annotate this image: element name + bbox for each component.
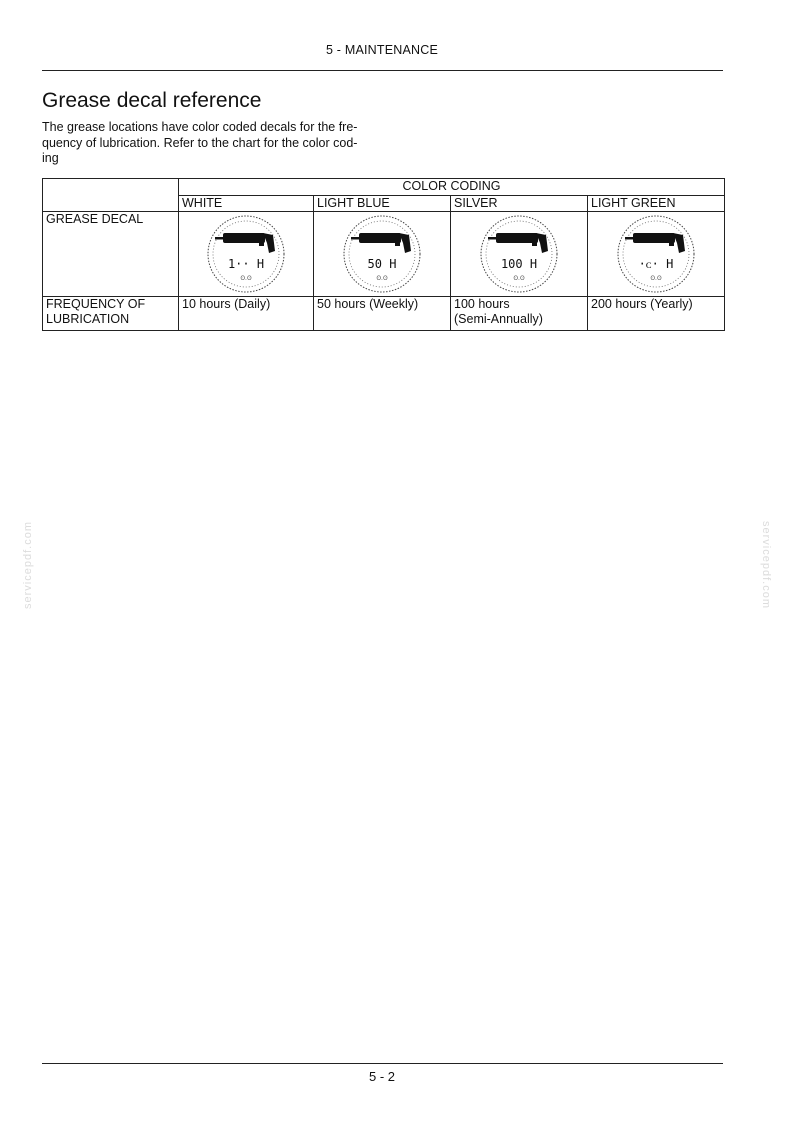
intro-line: ing [42, 151, 59, 165]
svg-text:100 H: 100 H [500, 257, 538, 271]
svg-text:ʘ.ʘ: ʘ.ʘ [513, 275, 525, 282]
row-label-line: FREQUENCY OF [46, 297, 146, 311]
frequency-line: (Semi-Annually) [454, 312, 543, 326]
decal-row [43, 212, 725, 297]
page-number: 5 - 2 [368, 1069, 395, 1084]
color-name-white: WHITE [179, 196, 314, 212]
decal-cell [314, 212, 451, 297]
color-name-silver: SILVER [451, 196, 588, 212]
decal-cell [179, 212, 314, 297]
frequency-silver [451, 297, 588, 331]
svg-text:ʘ.ʘ: ʘ.ʘ [650, 275, 662, 282]
svg-text:50 H: 50 H [367, 257, 397, 271]
grease-gun-icon [337, 213, 427, 293]
footer-rule [42, 1063, 723, 1064]
intro-line: quency of lubrication. Refer to the chart for the color cod- [42, 135, 358, 150]
svg-text:·ᴄ· H: ·ᴄ· H [638, 257, 674, 271]
decal-cell [588, 212, 725, 297]
color-name-light-green: LIGHT GREEN [588, 196, 725, 212]
frequency-row [43, 297, 725, 331]
frequency-light-green: 200 hours (Yearly) [588, 297, 725, 331]
row-label-grease-decal: GREASE DECAL [43, 212, 179, 297]
blank-corner-cell [43, 179, 179, 212]
row-label-frequency [43, 297, 179, 331]
header-rule [42, 70, 723, 71]
color-coding-header: COLOR CODING [179, 179, 725, 196]
grease-decal-table [42, 178, 725, 331]
svg-text:ʘ.ʘ: ʘ.ʘ [376, 275, 388, 282]
grease-gun-icon [474, 213, 564, 293]
frequency-white: 10 hours (Daily) [179, 297, 314, 331]
svg-text:ʘ.ʘ: ʘ.ʘ [240, 275, 252, 282]
watermark-right: servicepdf.com [760, 521, 772, 609]
row-label-line: LUBRICATION [46, 312, 130, 326]
frequency-line: 100 hours [454, 297, 510, 311]
grease-gun-icon [611, 213, 701, 293]
watermark-left: servicepdf.com [22, 521, 34, 609]
grease-gun-icon [201, 213, 291, 293]
intro-line: The grease locations have color coded decals for the fre- [42, 120, 358, 134]
frequency-light-blue: 50 hours (Weekly) [314, 297, 451, 331]
intro-paragraph [42, 120, 382, 167]
svg-text:1·· H: 1·· H [227, 257, 265, 271]
decal-cell [451, 212, 588, 297]
section-header: 5 - MAINTENANCE [325, 43, 439, 57]
color-name-light-blue: LIGHT BLUE [314, 196, 451, 212]
page-heading: Grease decal reference [42, 89, 262, 112]
table-header-row [43, 179, 725, 196]
